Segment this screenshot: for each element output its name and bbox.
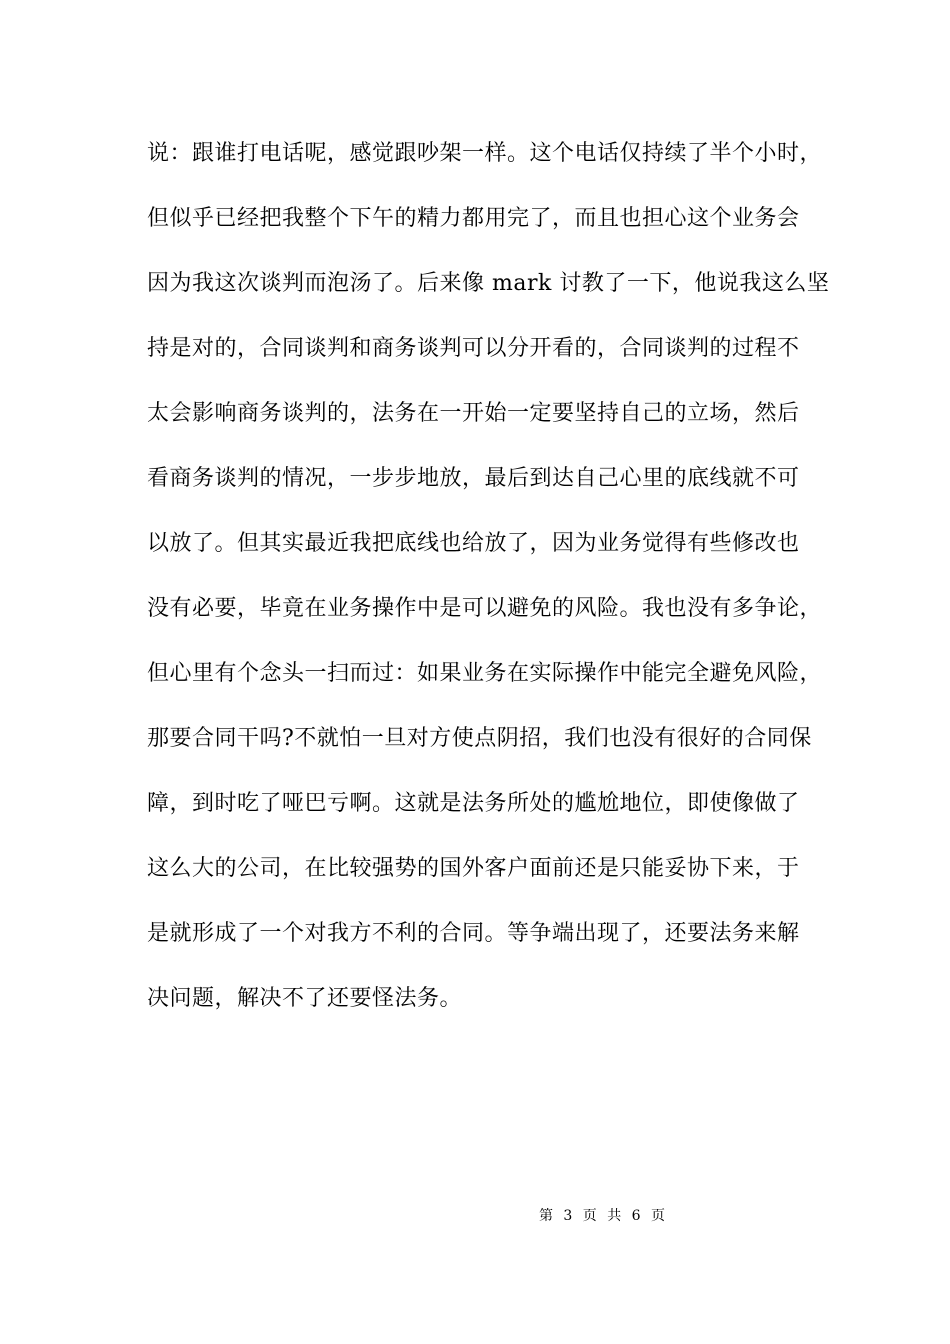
total-pages-number: 6 (631, 1208, 641, 1224)
body-text (147, 133, 837, 1043)
text-line: 是就形成了一个对我方不利的合同。等争端出现了，还要法务来解 (147, 921, 800, 946)
text-line: 没有必要，毕竟在业务操作中是可以避免的风险。我也没有多争论， (147, 596, 823, 621)
text-line: 这么大的公司，在比较强势的国外客户面前还是只能妥协下来，于 (147, 856, 800, 881)
footer-prefix: 第 (538, 1208, 553, 1224)
text-line: 以放了。但其实最近我把底线也给放了，因为业务觉得有些修改也 (147, 531, 800, 556)
current-page-number: 3 (563, 1208, 573, 1224)
text-line: 说：跟谁打电话呢，感觉跟吵架一样。这个电话仅持续了半个小时， (147, 141, 823, 166)
footer-suffix: 页 (651, 1208, 666, 1224)
text-line: 障，到时吃了哑巴亏啊。这就是法务所处的尴尬地位，即使像做了 (147, 791, 800, 816)
text-line: 持是对的，合同谈判和商务谈判可以分开看的，合同谈判的过程不 (147, 336, 800, 361)
text-line: 太会影响商务谈判的，法务在一开始一定要坚持自己的立场，然后 (147, 401, 800, 426)
text-line: 那要合同干吗?不就怕一旦对方使点阴招，我们也没有很好的合同保 (147, 726, 812, 751)
footer-total-prefix: 共 (607, 1208, 622, 1224)
footer-page-word: 页 (582, 1208, 597, 1224)
page-footer (0, 1206, 950, 1226)
text-line: 但似乎已经把我整个下午的精力都用完了，而且也担心这个业务会 (147, 206, 800, 231)
text-line: 因为我这次谈判而泡汤了。后来像 mark 讨教了一下，他说我这么坚 (147, 271, 830, 296)
text-line: 决问题，解决不了还要怪法务。 (147, 986, 463, 1011)
text-line: 看商务谈判的情况，一步步地放，最后到达自己心里的底线就不可 (147, 466, 800, 491)
text-line: 但心里有个念头一扫而过：如果业务在实际操作中能完全避免风险， (147, 661, 823, 686)
